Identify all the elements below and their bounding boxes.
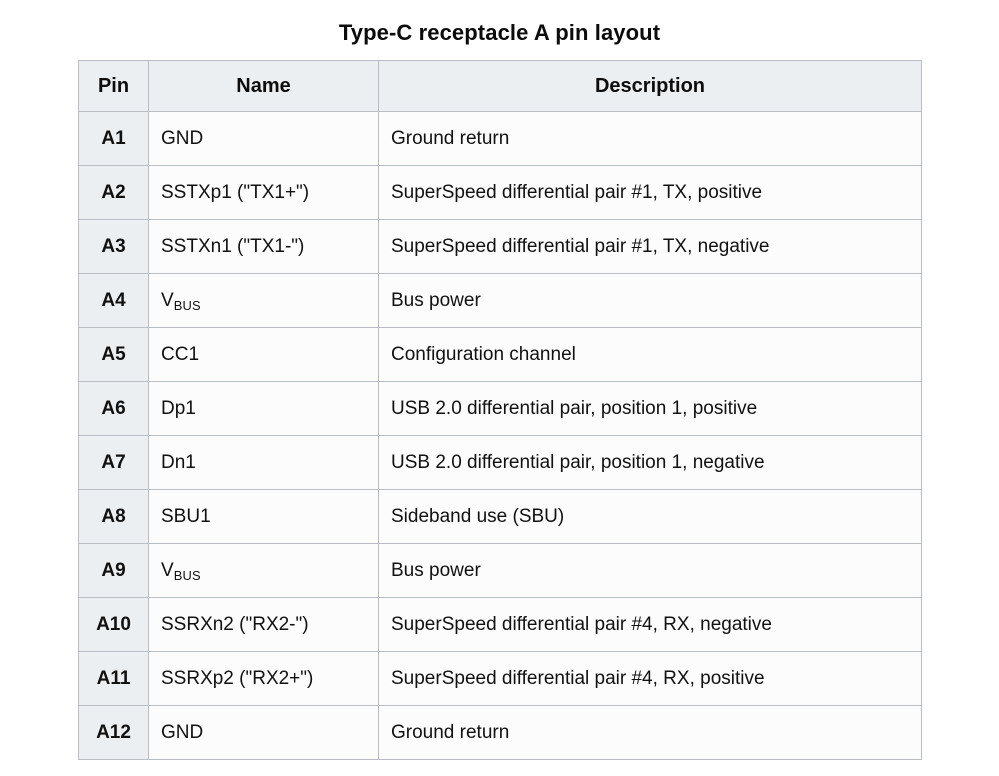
page-title: Type-C receptacle A pin layout: [338, 20, 661, 45]
cell-description: Sideband use (SBU): [379, 490, 922, 544]
cell-description: Bus power: [379, 274, 922, 328]
column-header-name: Name: [149, 61, 379, 112]
cell-pin: A4: [79, 274, 149, 328]
table-body: [79, 112, 922, 760]
cell-pin: A1: [79, 112, 149, 166]
cell-description: SuperSpeed differential pair #1, TX, positive: [379, 166, 922, 220]
table-row: [79, 328, 922, 382]
table-row: [79, 598, 922, 652]
cell-description: SuperSpeed differential pair #4, RX, positive: [379, 652, 922, 706]
table-row: [79, 544, 922, 598]
table-row: [79, 382, 922, 436]
cell-name: SSTXp1 ("TX1+"): [149, 166, 379, 220]
cell-name: [149, 544, 379, 598]
table-row: [79, 490, 922, 544]
cell-description: Ground return: [379, 706, 922, 760]
cell-name: [149, 274, 379, 328]
table-row: [79, 274, 922, 328]
cell-pin: A9: [79, 544, 149, 598]
table-row: [79, 436, 922, 490]
cell-name-base: V: [161, 559, 174, 581]
cell-pin: A12: [79, 706, 149, 760]
cell-name: SSTXn1 ("TX1-"): [149, 220, 379, 274]
cell-description: Configuration channel: [379, 328, 922, 382]
table-row: [79, 220, 922, 274]
cell-pin: A2: [79, 166, 149, 220]
cell-description: Ground return: [379, 112, 922, 166]
table-row: [79, 652, 922, 706]
cell-pin: A8: [79, 490, 149, 544]
cell-name: Dn1: [149, 436, 379, 490]
pin-layout-table: [78, 60, 922, 760]
table-header: [79, 61, 922, 112]
pin-layout-table-container: [78, 60, 921, 760]
cell-name-subscript: BUS: [173, 298, 201, 314]
cell-name: SBU1: [149, 490, 379, 544]
cell-name-base: V: [161, 289, 174, 311]
table-row: [79, 166, 922, 220]
cell-name: CC1: [149, 328, 379, 382]
column-header-pin: Pin: [79, 61, 149, 112]
cell-description: USB 2.0 differential pair, position 1, negative: [379, 436, 922, 490]
table-row: [79, 706, 922, 760]
cell-pin: A6: [79, 382, 149, 436]
cell-pin: A11: [79, 652, 149, 706]
cell-pin: A10: [79, 598, 149, 652]
cell-name: GND: [149, 706, 379, 760]
cell-name-subscript: BUS: [173, 568, 201, 584]
cell-name: GND: [149, 112, 379, 166]
cell-pin: A7: [79, 436, 149, 490]
cell-description: SuperSpeed differential pair #1, TX, negative: [379, 220, 922, 274]
cell-description: SuperSpeed differential pair #4, RX, negative: [379, 598, 922, 652]
cell-pin: A3: [79, 220, 149, 274]
cell-name: SSRXp2 ("RX2+"): [149, 652, 379, 706]
cell-description: Bus power: [379, 544, 922, 598]
cell-description: USB 2.0 differential pair, position 1, positive: [379, 382, 922, 436]
column-header-description: Description: [379, 61, 922, 112]
cell-name: Dp1: [149, 382, 379, 436]
table-row: [79, 112, 922, 166]
cell-name: SSRXn2 ("RX2-"): [149, 598, 379, 652]
table-header-row: [79, 61, 922, 112]
cell-pin: A5: [79, 328, 149, 382]
